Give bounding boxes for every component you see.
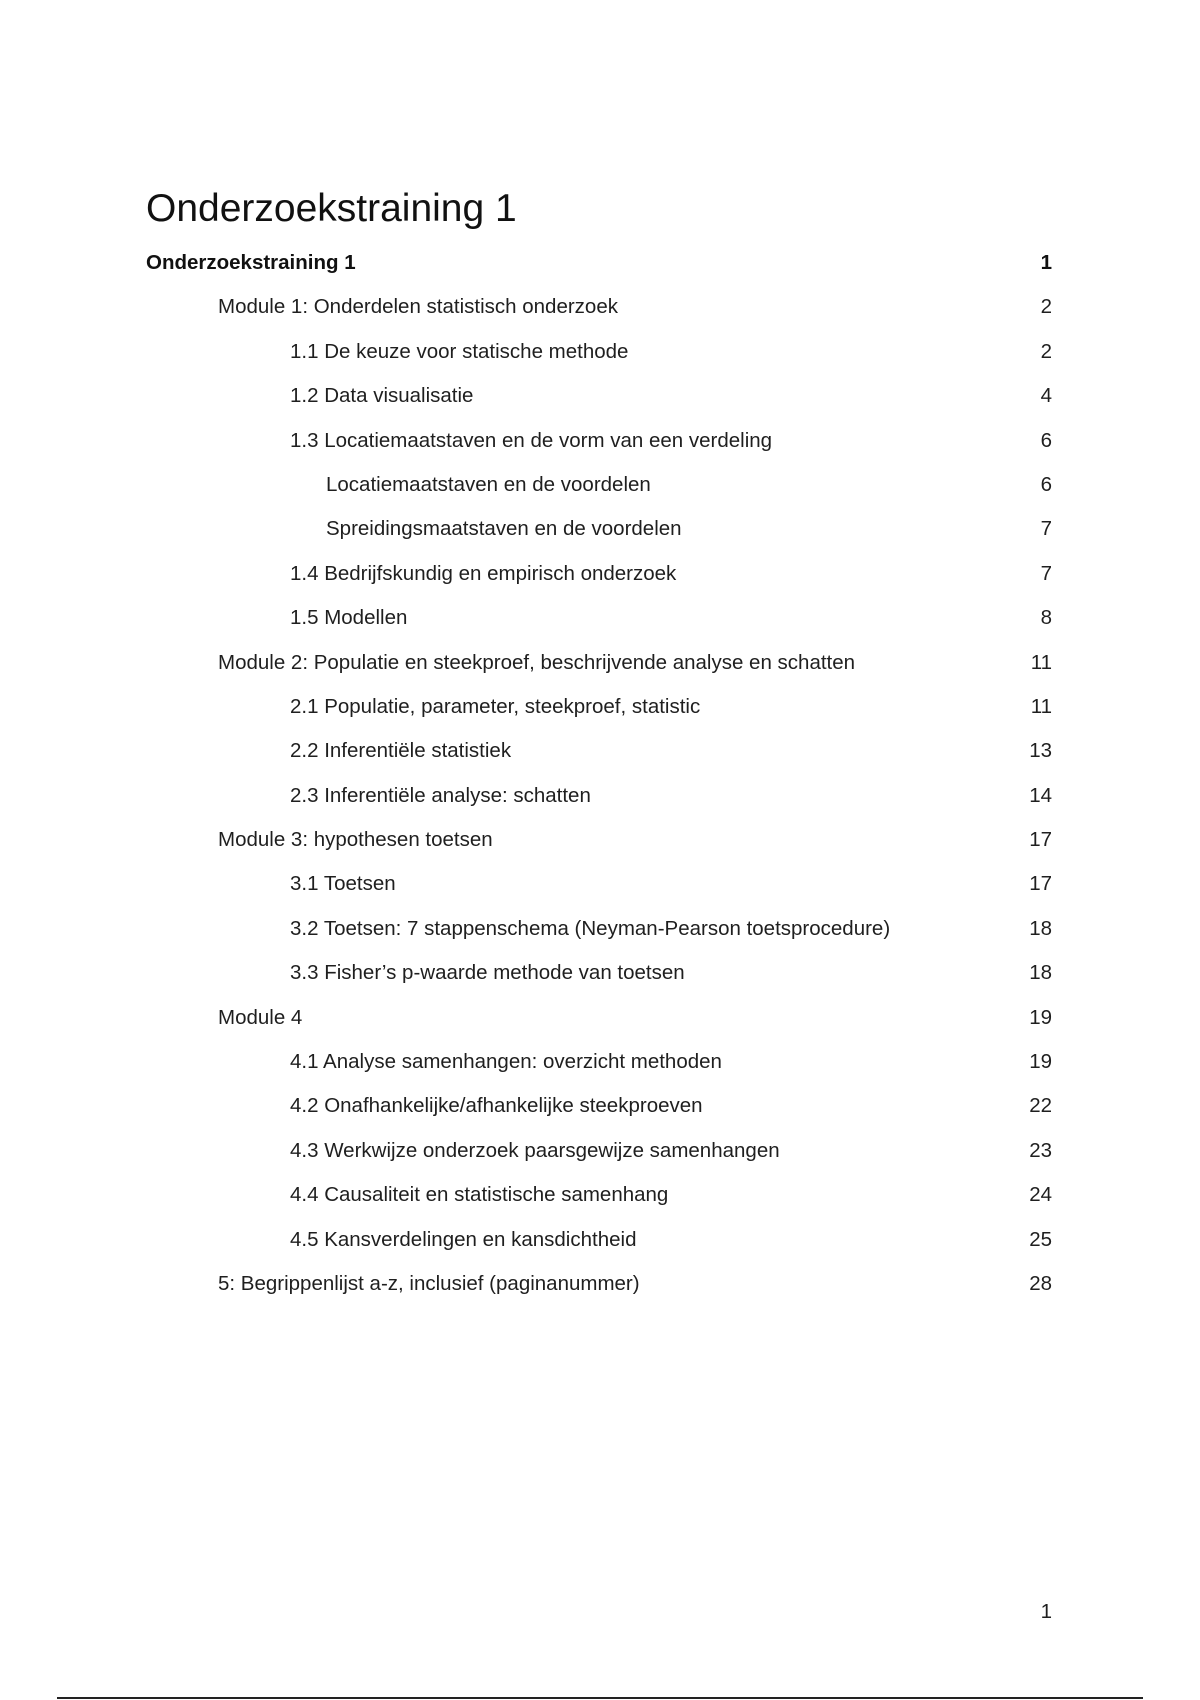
toc-entry[interactable] xyxy=(146,1180,1052,1224)
toc-entry-page-number[interactable]: 19 xyxy=(1029,1005,1052,1029)
toc-entry[interactable] xyxy=(146,825,1052,869)
toc-entry[interactable] xyxy=(146,603,1052,647)
toc-entry-page-number[interactable]: 2 xyxy=(1040,295,1052,319)
toc-entry-title[interactable]: 2.2 Inferentiële statistiek xyxy=(290,739,512,763)
toc-entry-title[interactable]: 3.2 Toetsen: 7 stappenschema (Neyman-Pearson toetsprocedure) xyxy=(290,916,891,940)
toc-entry-title[interactable]: 1.5 Modellen xyxy=(290,606,408,630)
toc-entry-page-number[interactable]: 17 xyxy=(1029,828,1052,852)
toc-entry-title[interactable]: 2.3 Inferentiële analyse: schatten xyxy=(290,783,591,807)
toc-entry[interactable] xyxy=(146,381,1052,425)
toc-entry[interactable] xyxy=(146,1136,1052,1180)
toc-entry-title[interactable]: Module 1: Onderdelen statistisch onderzoek xyxy=(218,295,618,319)
toc-entry-title[interactable]: 1.1 De keuze voor statische methode xyxy=(290,339,629,363)
toc-entry[interactable] xyxy=(146,1269,1052,1313)
toc-entry-title[interactable]: Locatiemaatstaven en de voordelen xyxy=(326,472,651,496)
toc-entry[interactable] xyxy=(146,559,1052,603)
toc-entry-page-number[interactable]: 18 xyxy=(1029,916,1052,940)
toc-entry[interactable] xyxy=(146,958,1052,1002)
toc-entry-page-number[interactable]: 18 xyxy=(1029,961,1052,985)
toc-entry-page-number[interactable]: 8 xyxy=(1040,606,1052,630)
toc-entry-page-number[interactable]: 7 xyxy=(1040,561,1052,585)
toc-entry-title[interactable]: Spreidingsmaatstaven en de voordelen xyxy=(326,517,682,541)
toc-entry-page-number[interactable]: 1 xyxy=(1040,251,1052,274)
toc-entry-page-number[interactable]: 2 xyxy=(1040,339,1052,363)
toc-entry-title[interactable]: 4.4 Causaliteit en statistische samenhang xyxy=(290,1183,669,1207)
toc-entry[interactable] xyxy=(146,692,1052,736)
toc-entry-title[interactable]: 1.4 Bedrijfskundig en empirisch onderzoek xyxy=(290,561,677,585)
toc-entry-page-number[interactable]: 11 xyxy=(1030,650,1052,674)
toc-entry-title[interactable]: 3.3 Fisher’s p-waarde methode van toetsen xyxy=(290,961,685,985)
toc-entry-page-number[interactable]: 22 xyxy=(1029,1094,1052,1118)
toc-entry[interactable] xyxy=(146,869,1052,913)
toc-entry-title[interactable]: 2.1 Populatie, parameter, steekproef, statistic xyxy=(290,694,701,718)
toc-entry-page-number[interactable]: 6 xyxy=(1040,472,1052,496)
toc-entry[interactable] xyxy=(146,292,1052,336)
toc-entry-title[interactable]: Onderzoekstraining 1 xyxy=(146,251,356,274)
toc-entry-title[interactable]: Module 3: hypothesen toetsen xyxy=(218,828,493,852)
table-of-contents xyxy=(146,248,1052,1313)
toc-entry-page-number[interactable]: 7 xyxy=(1040,517,1052,541)
toc-entry-title[interactable]: 5: Begrippenlijst a-z, inclusief (paginanummer) xyxy=(218,1271,640,1295)
page-number: 1 xyxy=(1040,1600,1052,1623)
toc-entry-page-number[interactable]: 13 xyxy=(1029,739,1052,763)
toc-entry[interactable] xyxy=(146,648,1052,692)
toc-entry-title[interactable]: 4.1 Analyse samenhangen: overzicht methoden xyxy=(290,1050,722,1074)
toc-entry-page-number[interactable]: 14 xyxy=(1029,783,1052,807)
toc-entry-page-number[interactable]: 19 xyxy=(1029,1050,1052,1074)
toc-entry[interactable] xyxy=(146,914,1052,958)
toc-entry-page-number[interactable]: 23 xyxy=(1029,1138,1052,1162)
toc-entry-page-number[interactable]: 17 xyxy=(1029,872,1052,896)
toc-entry-page-number[interactable]: 11 xyxy=(1030,694,1052,718)
toc-entry-page-number[interactable]: 25 xyxy=(1029,1227,1052,1251)
toc-entry[interactable] xyxy=(146,426,1052,470)
toc-entry-title[interactable]: 4.2 Onafhankelijke/afhankelijke steekproeven xyxy=(290,1094,703,1118)
toc-entry-title[interactable]: 4.5 Kansverdelingen en kansdichtheid xyxy=(290,1227,637,1251)
toc-entry[interactable] xyxy=(146,1003,1052,1047)
footer-divider xyxy=(57,1697,1143,1699)
toc-entry-title[interactable]: 1.3 Locatiemaatstaven en de vorm van een verdeling xyxy=(290,428,773,452)
toc-entry-title[interactable]: Module 2: Populatie en steekproef, beschrijvende analyse en schatten xyxy=(218,650,856,674)
toc-entry[interactable] xyxy=(146,514,1052,558)
document-title: Onderzoekstraining 1 xyxy=(146,187,517,230)
toc-entry[interactable] xyxy=(146,248,1052,292)
toc-entry-page-number[interactable]: 4 xyxy=(1040,384,1052,408)
toc-entry-title[interactable]: 3.1 Toetsen xyxy=(290,872,396,896)
toc-entry[interactable] xyxy=(146,781,1052,825)
toc-entry-title[interactable]: 4.3 Werkwijze onderzoek paarsgewijze samenhangen xyxy=(290,1138,780,1162)
toc-entry-title[interactable]: 1.2 Data visualisatie xyxy=(290,384,474,408)
toc-entry[interactable] xyxy=(146,1047,1052,1091)
toc-entry-page-number[interactable]: 24 xyxy=(1029,1183,1052,1207)
toc-entry-page-number[interactable]: 6 xyxy=(1040,428,1052,452)
toc-entry[interactable] xyxy=(146,736,1052,780)
toc-entry[interactable] xyxy=(146,470,1052,514)
toc-entry-title[interactable]: Module 4 xyxy=(218,1005,303,1029)
toc-entry[interactable] xyxy=(146,1091,1052,1135)
toc-entry-page-number[interactable]: 28 xyxy=(1029,1271,1052,1295)
toc-entry[interactable] xyxy=(146,1225,1052,1269)
toc-entry[interactable] xyxy=(146,337,1052,381)
